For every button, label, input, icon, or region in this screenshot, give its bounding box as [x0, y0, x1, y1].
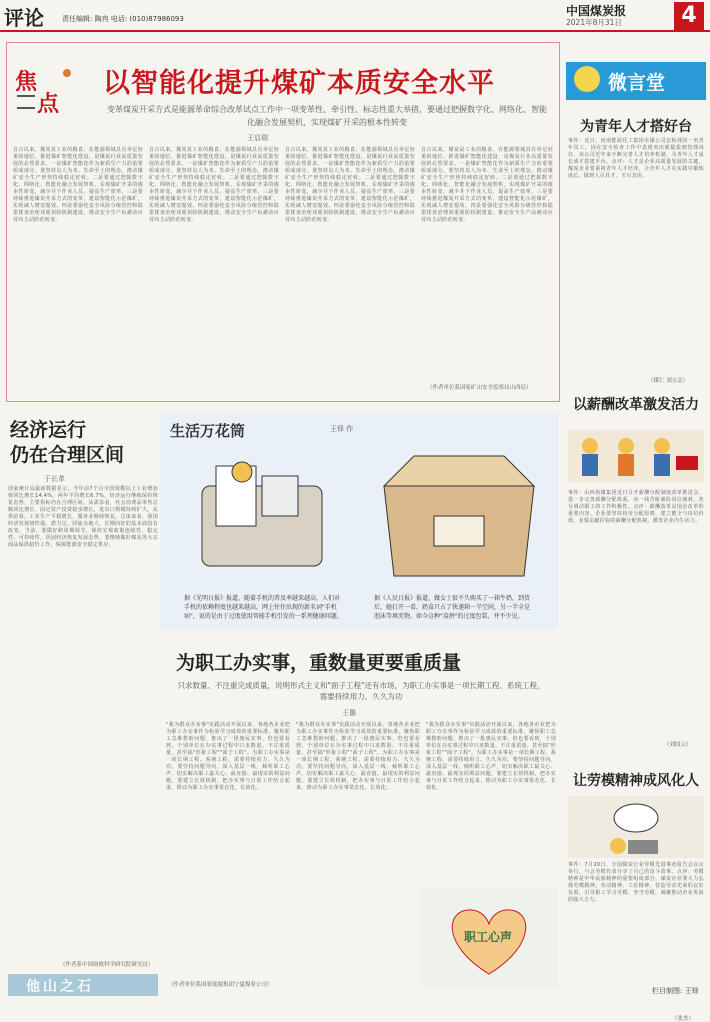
focus-tag [13, 63, 93, 117]
heart-art-text: 职工心声 [464, 930, 513, 944]
right-credit-2: （刘国云） [664, 742, 692, 748]
workers-icon [568, 430, 704, 482]
newspaper-name: 中国煤炭报 [566, 4, 627, 18]
right-body-2: 事件：山西焦煤集团近日召开薪酬分配制度改革推进会，进一步完善薪酬分配体系，向一线苦脏累险岗位倾斜，充分调动职工的工作积极性。点评：薪酬改革是国企改革的重要内容。企业要坚持按劳分配原则，建立健全与岗位价值、业绩贡献挂钩的薪酬分配机制，激发企业内生动力。 [568, 490, 704, 524]
tashan-title: 他山之石 [26, 979, 94, 995]
cartoon-caption-right: 据《人民日报》报道，做女士很不久购买了一箱牛奶，到货后，她打开一看，奶盒只占了快递箱一半空间，另一半全是泡沫等填充物。如今这种"盒拼"的过度包装，并不少见。 [374, 595, 531, 620]
lead-headline: 以智能化提升煤矿本质安全水平 [103, 68, 495, 99]
lead-article [6, 42, 560, 402]
right-credit-3: （张杰） [672, 1016, 695, 1022]
bottom-byline: 王璐 [342, 709, 356, 717]
section-title: 评论 [4, 6, 44, 30]
econ-headline-line-1: 经济运行 [10, 419, 87, 441]
cartoon-author: 王铎 作 [330, 425, 354, 433]
econ-credit: （作者系中国财政科学研究院研究员） [60, 962, 154, 968]
right-credit-1: （煤仁 刘五志） [648, 378, 689, 384]
bottom-column-1: "我为群众办实事"实践活动开展以来，各地各企业把为职工办实事作为检验学习成效的重要标准，聚焦职工急难愁盼问题，推出了一批惠民实事。但也要看到，个别单位在办实事过程中只求数量、不注重质量，甚至搞"形象工程""面子工程"。为职工办实事是一项长期工程、系统工程，需要持续用力、久久为功。要坚持问题导向，深入基层一线，倾听职工心声，切实解决职工最关心、最直接、最现实的利益问题。要建立长效机制，把办实事与日常工作结合起来，推动为职工办实事常态化、长效化。 [166, 722, 290, 791]
lead-deck: 变革煤炭开采方式是能源革命综合改革试点工作中一项变革性、牵引性、标志性重大举措，要通过把握数字化、网络化、智能化融合发展契机，实现煤矿开采的根本性转变 [107, 105, 547, 127]
bottom-column-3: "我为群众办实事"实践活动开展以来，各地各企业把为职工办实事作为检验学习成效的重要标准，聚焦职工急难愁盼问题，推出了一批惠民实事。但也要看到，个别单位在办实事过程中只求数量、不注重质量，甚至搞"形象工程""面子工程"。为职工办实事是一项长期工程、系统工程，需要持续用力、久久为功。要坚持问题导向，深入基层一线，倾听职工心声，切实解决职工最关心、最直接、最现实的利益问题。要建立长效机制，把办实事与日常工作结合起来，推动为职工办实事常态化、长效化。 [426, 722, 556, 791]
weibo-title: 微言堂 [608, 72, 666, 94]
speech-illustration [568, 796, 704, 858]
footer-editor: 栏目制图: 王铎 [652, 987, 699, 995]
package-cartoon-icon [374, 446, 544, 586]
econ-headline [10, 418, 150, 468]
econ-headline-line-2: 仍在合理区间 [10, 444, 125, 466]
right-headline-2: 以薪酬改革激发活力 [573, 397, 699, 413]
lead-column-2: 自古以来，煤炭是工业的粮食，在能源领域具有举足轻重的地位。推进煤矿智能化建设，是煤炭行业高质量发展的必然要求。一是煤矿智能化作为新质生产力的重要组成部分，要坚持以人为本、生命至上的理念，推动煤矿安全生产形势持续稳定好转。二是要通过把握数字化、网络化、智能化融合发展契机，实现煤矿开采的根本性转变，减少井下作业人员，提高生产效率。三是要持续推进煤炭开采方式的变革，建设智能化示范煤矿，实现减人增安提效。四是要强化安全风险分级管控和隐患排查治理双重预防机制建设，推动安全生产由被动应对向主动防范转变。 [149, 147, 279, 223]
cartoon-panel [160, 412, 558, 630]
heart-illustration [420, 888, 558, 988]
weibo-banner [566, 62, 706, 100]
bottom-credit: （作者单位系国家能源集团宁夏煤业公司） [168, 982, 273, 988]
speaker-icon [568, 796, 704, 858]
bottom-column-2: "我为群众办实事"实践活动开展以来，各地各企业把为职工办实事作为检验学习成效的重要标准，聚焦职工急难愁盼问题，推出了一批惠民实事。但也要看到，个别单位在办实事过程中只求数量、不注重质量，甚至搞"形象工程""面子工程"。为职工办实事是一项长期工程、系统工程，需要持续用力、久久为功。要坚持问题导向，深入基层一线，倾听职工心声，切实解决职工最关心、最直接、最现实的利益问题。要建立长效机制，把办实事与日常工作结合起来，推动为职工办实事常态化、长效化。 [296, 722, 420, 791]
lead-column-3: 自古以来，煤炭是工业的粮食，在能源领域具有举足轻重的地位。推进煤矿智能化建设，是煤炭行业高质量发展的必然要求。一是煤矿智能化作为新质生产力的重要组成部分，要坚持以人为本、生命至上的理念，推动煤矿安全生产形势持续稳定好转。二是要通过把握数字化、网络化、智能化融合发展契机，实现煤矿开采的根本性转变，减少井下作业人员，提高生产效率。三是要持续推进煤炭开采方式的变革，建设智能化示范煤矿，实现减人增安提效。四是要强化安全风险分级管控和隐患排查治理双重预防机制建设，推动安全生产由被动应对向主动防范转变。 [285, 147, 415, 223]
right-body-1: 事件：近日，河南能源化工集团永煤公司安检部的一名青年员工，因在安全检查工作中表现突出被提拔到管理岗位。该公司近年来不断完善人才培养机制，为青年人才成长成才搭建平台。点评：人才是企业高质量发展的关键。煤炭企业要重视青年人才培养，让青年人才在实践中锻炼成长，做到人尽其才、才尽其用。 [568, 138, 704, 179]
lead-column-4: 自古以来，煤炭是工业的粮食，在能源领域具有举足轻重的地位。推进煤矿智能化建设，是煤炭行业高质量发展的必然要求。一是煤矿智能化作为新质生产力的重要组成部分，要坚持以人为本、生命至上的理念，推动煤矿安全生产形势持续稳定好转。二是要通过把握数字化、网络化、智能化融合发展契机，实现煤矿开采的根本性转变，减少井下作业人员，提高生产效率。三是要持续推进煤炭开采方式的变革，建设智能化示范煤矿，实现减人增安提效。四是要强化安全风险分级管控和隐患排查治理双重预防机制建设，推动安全生产由被动应对向主动防范转变。 [421, 147, 553, 223]
bottom-headline: 为职工办实事，重数量更要重质量 [176, 652, 462, 674]
star-icon [574, 66, 600, 92]
right-headline-3: 让劳模精神成风化人 [573, 773, 699, 789]
editor-contact: 责任编辑: 陶冉 电话: (010)87986093 [62, 15, 184, 23]
right-body-3: 事件：7月20日，全国煤炭行业劳模先进事迹报告会在京举行，与会劳模代表分享了自己的奋斗故事。点评：劳模精神是中华民族精神的重要组成部分。煤炭企业要大力弘扬劳模精神、劳动精神、工匠精神，营造劳动光荣的良好氛围，引导职工学习劳模、争当劳模，凝聚推动企业发展的强大合力。 [568, 862, 704, 903]
econ-byline: 于长革 [44, 475, 65, 483]
cartoon-title: 生活万花筒 [170, 422, 246, 440]
econ-body: 国家统计局最新数据显示，今年前7个月全国规模以上工业增加值同比增长14.4%，两年平均增长6.7%，经济运行继续保持恢复态势，主要指标仍在合理区间。从需求看，社会消费品零售总额同比增长，固定资产投资稳步增长，进出口规模持续扩大。从供给看，工业生产平稳增长，服务业继续恢复。总体来看，我国经济发展韧性强、潜力足、回旋余地大，长期向好的基本面没有改变。当前，要做好跨周期调节，保持宏观政策连续性、稳定性、可持续性，巩固经济恢复发展态势。要继续做好煤炭等大宗商品保供稳价工作，保障能源安全稳定供应。 [8, 486, 158, 548]
tashan-banner [8, 974, 158, 996]
focus-tag-char-1: 焦 [15, 69, 38, 95]
issue-date: 2021年8月31日 [566, 18, 622, 27]
workers-illustration [568, 430, 704, 482]
page-number: 4 [674, 2, 704, 30]
masthead [0, 0, 710, 32]
focus-dot-icon [63, 69, 71, 77]
right-headline-1: 为青年人才搭好台 [580, 119, 692, 135]
lead-byline: 王启瑞 [247, 134, 268, 142]
focus-lines-icon [17, 95, 35, 109]
phone-cartoon-icon [182, 446, 342, 586]
lead-column-1: 自古以来，煤炭是工业的粮食，在能源领域具有举足轻重的地位。推进煤矿智能化建设，是煤炭行业高质量发展的必然要求。一是煤矿智能化作为新质生产力的重要组成部分，要坚持以人为本、生命至上的理念，推动煤矿安全生产形势持续稳定好转。二是要通过把握数字化、网络化、智能化融合发展契机，实现煤矿开采的根本性转变，减少井下作业人员，提高生产效率。三是要持续推进煤炭开采方式的变革，建设智能化示范煤矿，实现减人增安提效。四是要强化安全风险分级管控和隐患排查治理双重预防机制建设，推动安全生产由被动应对向主动防范转变。 [13, 147, 143, 223]
bottom-deck: 只求数量、不注重完成质量，说明形式主义和"面子工程"还有市场，为职工办实事是一项长期工程、系统工程，需要持续用力、久久为功 [177, 681, 545, 701]
lead-credit: （作者单位系国家矿山安全监察局山西局） [427, 385, 532, 391]
focus-tag-char-2: 点 [37, 91, 60, 117]
cartoon-caption-left: 据《光明日报》报道，随着手机的普及率越来越高，人们对手机的依赖程度也越来越高，网上往往出现的新名词"手机病"，说的是由于过度使用智能手机引发的一系列健康问题。 [184, 595, 343, 620]
